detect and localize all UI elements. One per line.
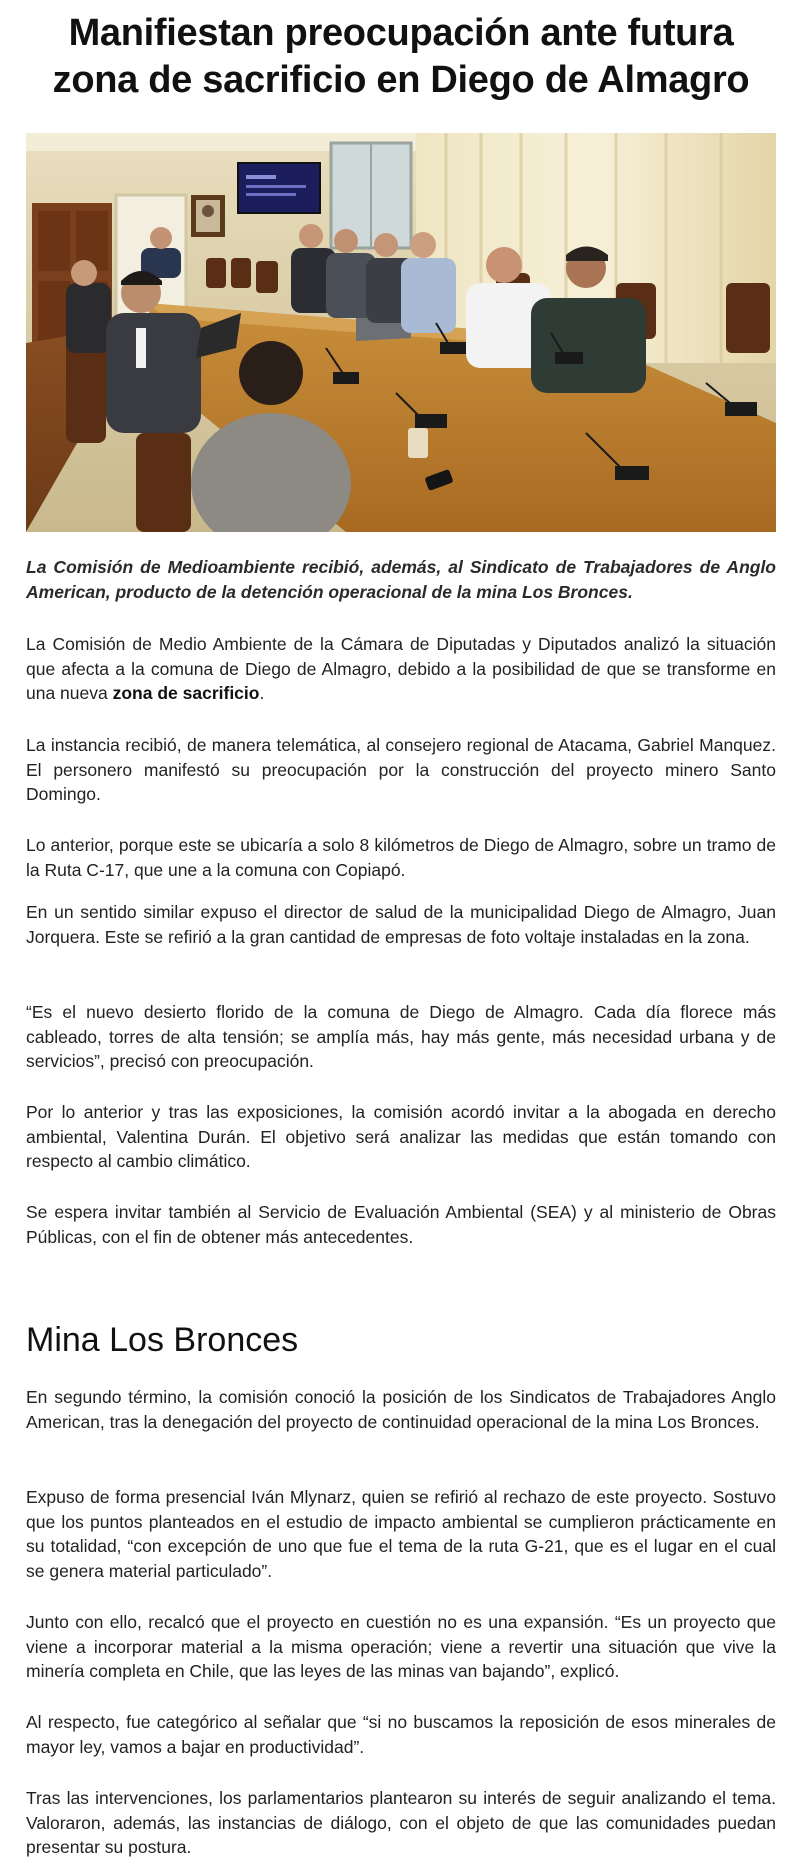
article-title: Manifiestan preocupación ante futura zona de sacrificio en Diego de Almagro bbox=[52, 12, 750, 101]
paragraph-9: Expuso de forma presencial Iván Mlynarz, quien se refirió al rechazo de este proyecto. Sostuvo que los puntos planteados en el estudio de impacto ambiental se cumplieron prácticamente en su totalidad, “con excepción de uno que fue el tema de la ruta G-21, que es el lugar en el cual se genera material particulado”. bbox=[26, 1487, 776, 1581]
meeting-photo-illustration bbox=[26, 133, 776, 532]
paragraph-1-end: . bbox=[259, 683, 265, 703]
paragraph-12: Tras las intervenciones, los parlamentarios plantearon su interés de seguir analizando el tema. Valoraron, además, las instancias de diálogo, con el objeto de que las comunidades puedan presentar su postura. bbox=[26, 1788, 776, 1857]
paragraph-1-text: La Comisión de Medio Ambiente de la Cámara de Diputadas y Diputados analizó la situación que afecta a la comuna de Diego de Almagro, debido a la posibilidad de que se transforme en una nueva bbox=[26, 634, 776, 703]
paragraph-2: La instancia recibió, de manera telemática, al consejero regional de Atacama, Gabriel Manquez. El personero manifestó su preocupación por la construcción del proyecto minero Santo Domingo. bbox=[26, 735, 776, 804]
meeting-photo bbox=[26, 133, 776, 532]
photo-caption: La Comisión de Medioambiente recibió, además, al Sindicato de Trabajadores de Anglo American, producto de la detención operacional de la mina Los Bronces. bbox=[26, 557, 776, 602]
paragraph-7: Se espera invitar también al Servicio de Evaluación Ambiental (SEA) y al ministerio de Obras Públicas, con el fin de obtener más antecedentes. bbox=[26, 1202, 776, 1247]
sacrifice-zone-term: zona de sacrificio bbox=[112, 683, 260, 703]
paragraph-11: Al respecto, fue categórico al señalar que “si no buscamos la reposición de esos minerales de mayor ley, vamos a bajar en productividad”. bbox=[26, 1712, 776, 1757]
paragraph-5: “Es el nuevo desierto florido de la comuna de Diego de Almagro. Cada día florece más cableado, torres de alta tensión; se amplía más, hay más gente, más necesidad urbana y de servicios”, precisó con preocupación. bbox=[26, 1002, 776, 1071]
paragraph-8: En segundo término, la comisión conoció la posición de los Sindicatos de Trabajadores Anglo American, tras la denegación del proyecto de continuidad operacional de la mina Los Bronces. bbox=[26, 1387, 776, 1432]
paragraph-3: Lo anterior, porque este se ubicaría a solo 8 kilómetros de Diego de Almagro, sobre un tramo de la Ruta C-17, que une a la comuna con Copiapó. bbox=[26, 835, 776, 880]
paragraph-6: Por lo anterior y tras las exposiciones, la comisión acordó invitar a la abogada en derecho ambiental, Valentina Durán. El objetivo será analizar las medidas que están tomando con respecto al cambio climático. bbox=[26, 1102, 776, 1171]
paragraph-4: En un sentido similar expuso el director de salud de la municipalidad Diego de Almagro, Juan Jorquera. Este se refirió a la gran cantidad de empresas de foto voltaje instaladas en la zona. bbox=[26, 902, 776, 947]
paragraph-1 bbox=[26, 632, 776, 706]
section-heading: Mina Los Bronces bbox=[26, 1321, 299, 1359]
paragraph-10: Junto con ello, recalcó que el proyecto en cuestión no es una expansión. “Es un proyecto que viene a incorporar material a la misma operación; viene a revertir una situación que vive la minería completa en Chile, que las leyes de las minas van bajando”, explicó. bbox=[26, 1612, 776, 1681]
